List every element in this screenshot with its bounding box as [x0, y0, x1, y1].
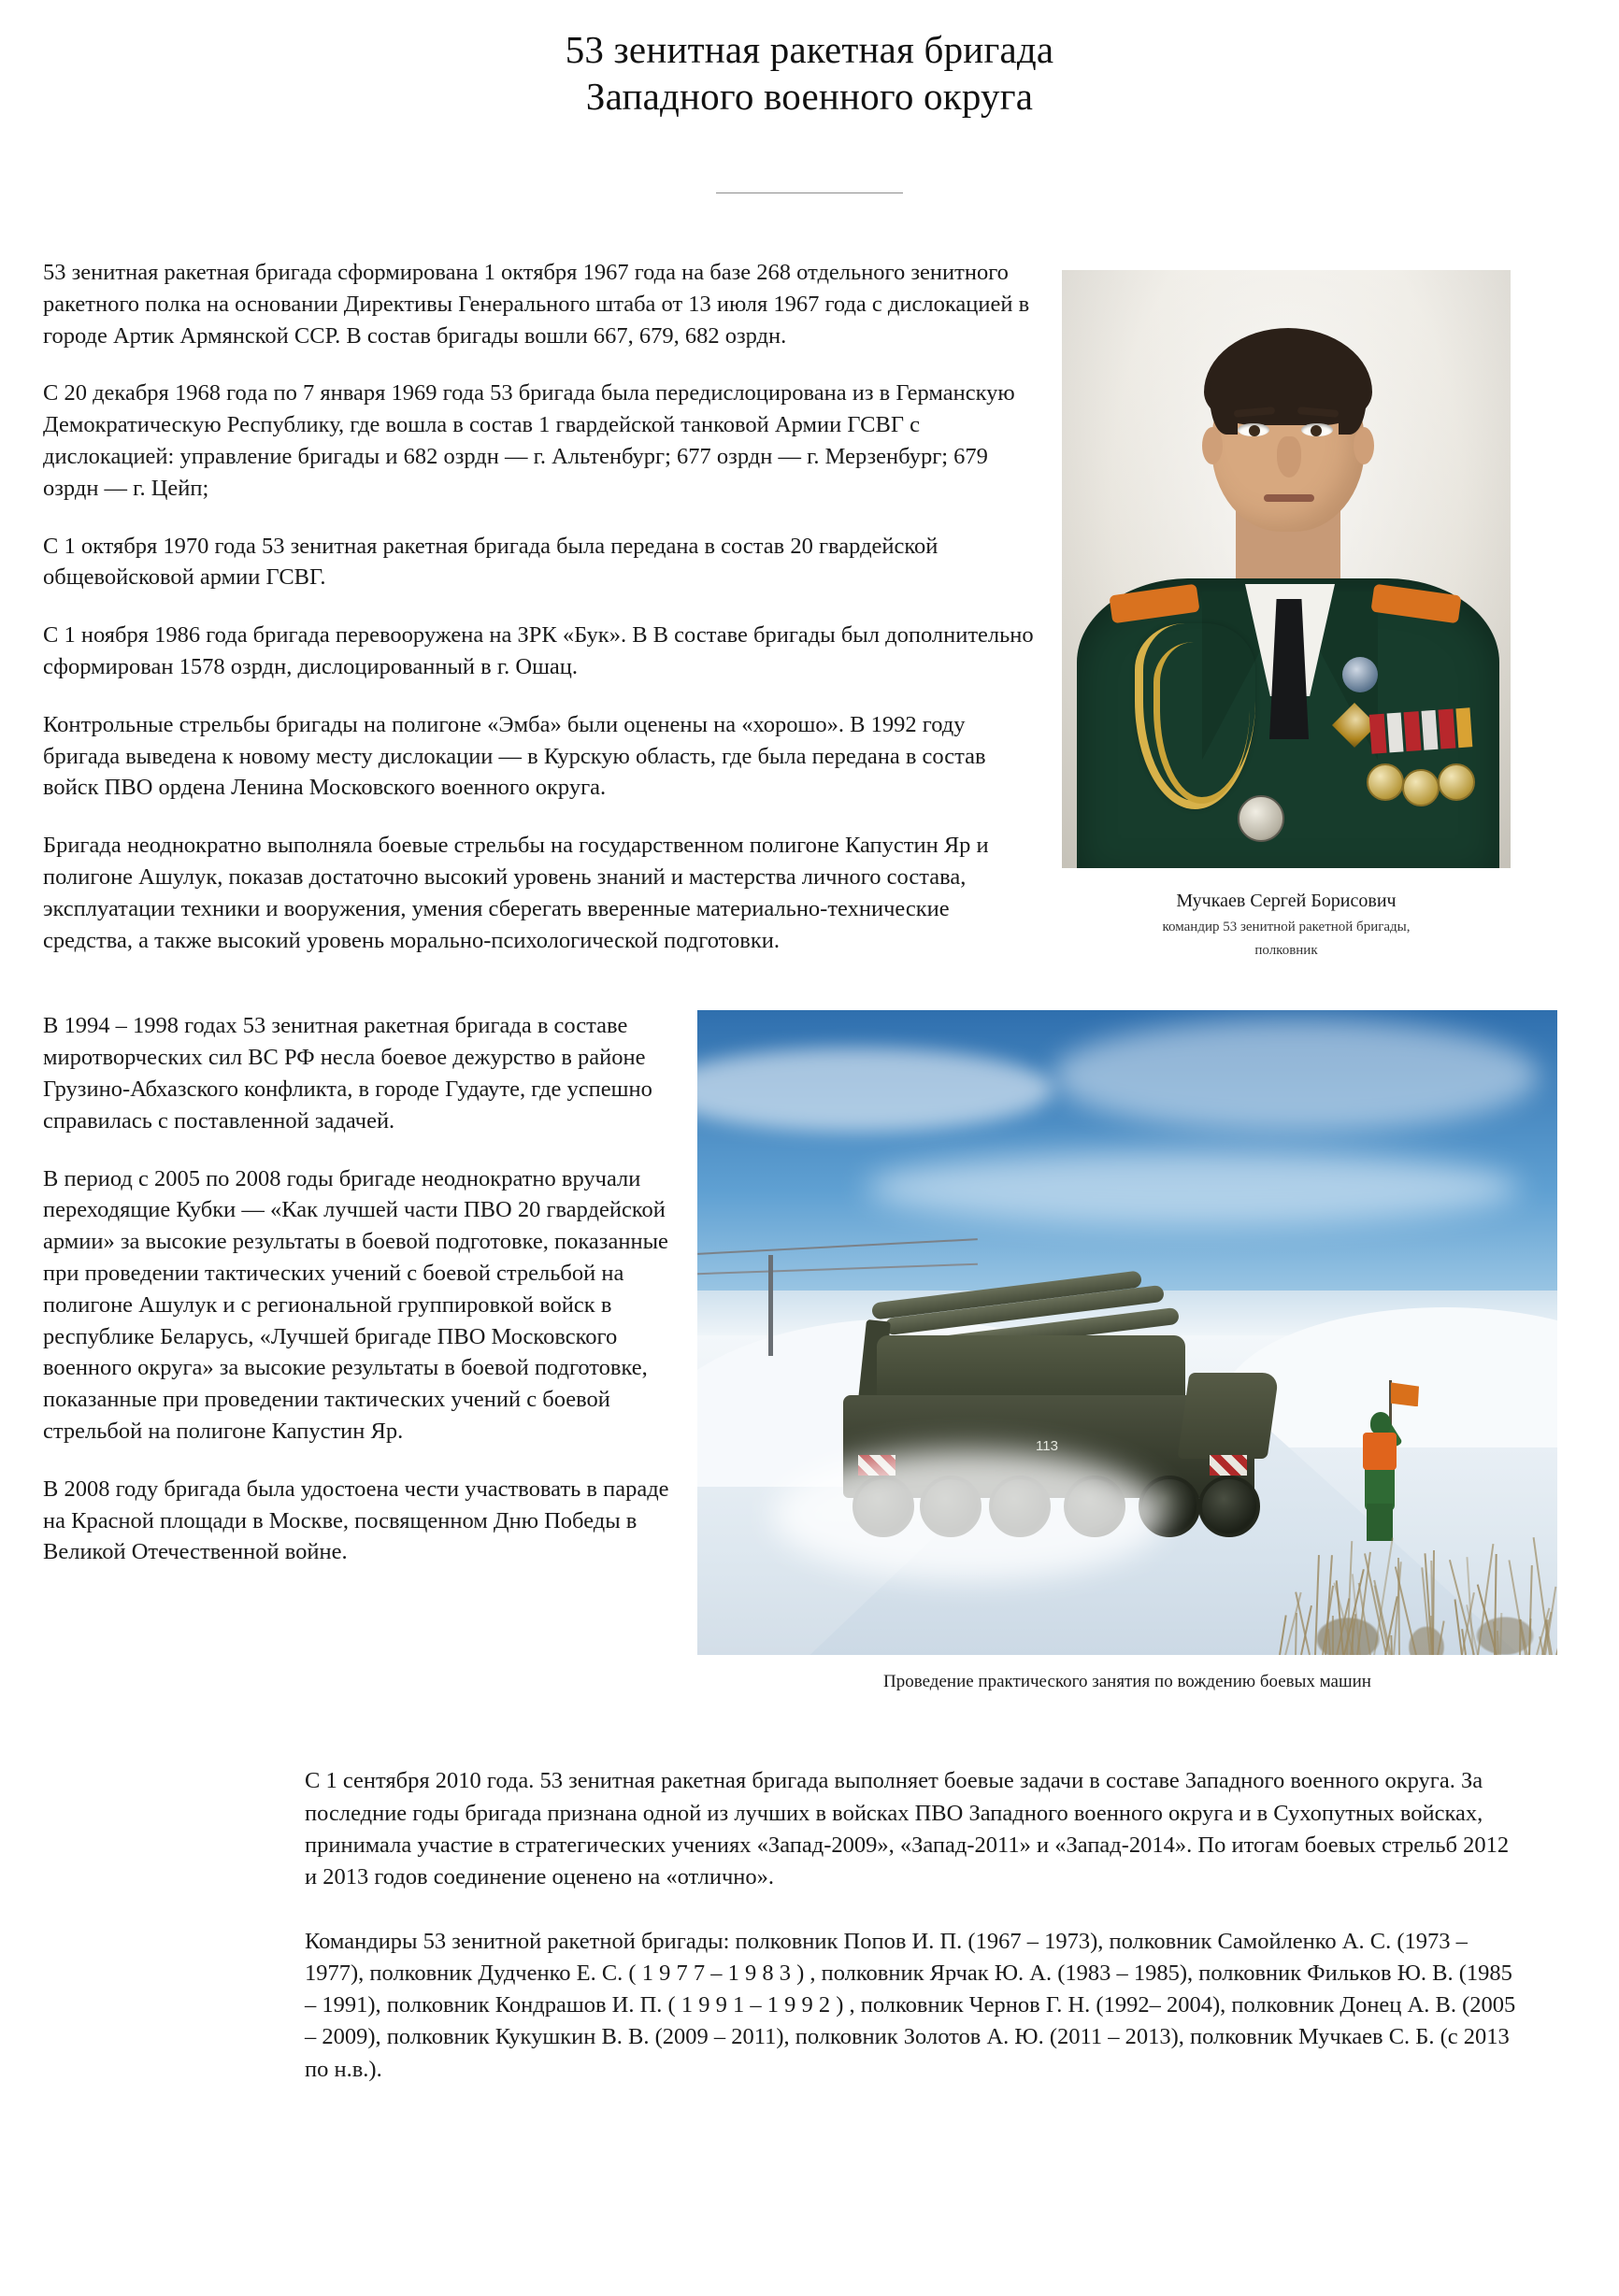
paragraph: С 1 октября 1970 года 53 зенитная ракетная бригада была передана в состав 20 гвардейской общевойсковой армии ГСВГ. [43, 533, 938, 591]
weed-stalk [1555, 1545, 1557, 1655]
power-line [697, 1239, 978, 1256]
weed-stalk [1519, 1619, 1522, 1656]
weed-stalk [1332, 1616, 1334, 1655]
section-service-middle [43, 1010, 1576, 1692]
weed-stalk [1352, 1619, 1354, 1656]
weed-stalk [1327, 1629, 1331, 1655]
portrait-pupil-left [1249, 425, 1260, 436]
cloud [1053, 1020, 1539, 1132]
photo-figure [697, 1010, 1576, 1692]
portrait-medal [1367, 763, 1404, 801]
cloud [866, 1150, 1520, 1225]
ribbon-segment [1386, 712, 1403, 752]
portrait-ear-left [1202, 427, 1223, 464]
portrait-caption-role-line-2: полковник [1254, 943, 1318, 959]
ribbon-segment [1369, 714, 1386, 754]
portrait-medal [1402, 769, 1440, 806]
paragraph: С 1 ноября 1986 года бригада перевооружена на ЗРК «Бук». В В составе бригады был дополнительно сформирован 1578 озрдн, дислоцированный в г. Ошац. [43, 622, 1034, 679]
portrait-caption-name: Мучкаев Сергей Борисович [1176, 891, 1397, 912]
page-title-line-2: Западного военного округа [585, 75, 1034, 119]
paragraph: В 2008 году бригада была удостоена чести участвовать в параде на Красной площади в Москве, посвященном Дню Победы в Великой Отечественной войне. [43, 1476, 669, 1565]
hazard-stripe [1210, 1455, 1247, 1476]
weed-stalk [1528, 1619, 1532, 1655]
road-wheel [1198, 1476, 1260, 1537]
portrait-mouth [1264, 494, 1314, 502]
cloud [697, 1048, 1053, 1132]
paragraph: С 1 сентября 2010 года. 53 зенитная ракетная бригада выполняет боевые задачи в составе Западного военного округа. За последние годы бригада признана одной из лучших в войсках ПВО Западного военного округа и в Сухопутных войсках, принимала участие в стратегических учениях «Запад-2009», «Запад-2011» и «Запад-2014». По итогам боевых стрельб 2012 и 2013 годов соединение оценено на «отлично». [305, 1768, 1510, 1890]
portrait-badge-air-defence [1342, 657, 1378, 692]
portrait-badge-silver [1238, 795, 1284, 842]
weed-stalk [1437, 1620, 1445, 1655]
vehicle-turret [877, 1335, 1185, 1405]
section-history-top [43, 257, 1576, 960]
signal-flag [1391, 1382, 1419, 1406]
soldier-safety-vest [1363, 1433, 1397, 1470]
photo-caption: Проведение практического занятия по вождению боевых машин [883, 1672, 1371, 1692]
portrait-medal [1438, 763, 1475, 801]
ribbon-segment [1455, 707, 1472, 748]
portrait-ear-right [1354, 427, 1374, 464]
section-service-text [43, 1010, 697, 1568]
ribbon-segment [1421, 710, 1438, 750]
paragraph: Бригада неоднократно выполняла боевые стрельбы на государственном полигоне Капустин Яр и полигоне Ашулук, показав достаточно высокий уровень знаний и мастерства личного состава, эксплуатации техники и вооружения, умения сберегать вверенные материально-технические средства, а также высокий уровень морально-психологической подготовки. [43, 833, 989, 953]
page-title-line-1: 53 зенитная ракетная бригада [565, 28, 1054, 71]
paragraph: В 1994 – 1998 годах 53 зенитная ракетная бригада в составе миротворческих сил ВС РФ несла боевое дежурство в районе Грузино-Абхазского конфликта, в городе Гудауте, где успешно справилась с поставленной задачей. [43, 1013, 652, 1134]
paragraph: Командиры 53 зенитной ракетной бригады: полковник Попов И. П. (1967 – 1973), полковник Самойленко А. С. (1973 – 1977), полковник Дудченко Е. С. ( 1 9 7 7 – 1 9 8 3 ) , полковник Ярчак Ю. А. (1983 – 1985), полковник Фильков Ю. В. (1985 – 1991), полковник Кондрашов И. П. ( 1 9 9 1 – 1 9 9 2 ) , полковник Чернов Г. Н. (1992– 2004), полковник Донец А. В. (2005 – 2009), полковник Кукушкин В. В. (2009 – 2011), полковник Золотов А. Ю. (2011 – 2013), полковник Мучкаев С. Б. (с 2013 по н.в.). [305, 1928, 1516, 2082]
buk-vehicle-photo [697, 1010, 1557, 1655]
officer-portrait-image [1062, 270, 1511, 868]
portrait-caption [1062, 889, 1511, 960]
portrait-pupil-right [1311, 425, 1322, 436]
document-content [0, 257, 1619, 2086]
paragraph: Контрольные стрельбы бригады на полигоне «Эмба» были оценены на «хорошо». В 1992 году бригада выведена к новому месту дислокации — в Курскую область, где была передана в состав войск ПВО ордена Ленина Московского военного округа. [43, 711, 986, 801]
vehicle-hull-front [1178, 1373, 1280, 1459]
weed-stalk [1390, 1635, 1393, 1656]
portrait-caption-role-line-1: командир 53 зенитной ракетной бригады, [1162, 920, 1411, 935]
paragraph: 53 зенитная ракетная бригада сформирована 1 октября 1967 года на базе 268 отдельного зенитного ракетного полка на основании Директивы Генерального штаба от 13 июля 1967 года с дислокацией в городе Артик Армянской ССР. В состав бригады вошли 667, 679, 682 озрдн. [43, 260, 1030, 349]
vehicle-number: 113 [1036, 1438, 1058, 1455]
weed-stalk [1499, 1613, 1502, 1656]
power-pole [768, 1255, 773, 1356]
document-title-block [0, 0, 1619, 193]
portrait-nose [1277, 436, 1301, 478]
weed-stalk [1314, 1555, 1320, 1656]
snow-spray [772, 1449, 1165, 1580]
paragraph: С 20 декабря 1968 года по 7 января 1969 года 53 бригада была передислоцирована из в Германскую Демократическую Республику, где вошла в состав 1 гвардейской танковой Армии ГСВГ с дислокацией: управление бригады и 682 озрдн — г. Альтенбург; 677 озрдн — г. Мерзенбург; 679 озрдн — г. Цейп; [43, 380, 1015, 501]
section-history-text [43, 257, 1062, 956]
section-present-day [43, 1765, 1576, 2086]
paragraph: В период с 2005 по 2008 годы бригаде неоднократно вручали переходящие Кубки — «Как лучшей части ПВО 20 гвардейской армии» за высокие результаты в боевой подготовке, показанные при проведении тактических учений с боевой стрельбой на полигоне Ашулук и с региональной группировкой войск в республике Беларусь, «Лучшей бригаде ПВО Московского военного округа» за высокие результаты в боевой подготовке, показанные при проведении тактических учений с боевой стрельбой на полигоне Капустин Яр. [43, 1165, 668, 1444]
ribbon-segment [1404, 711, 1421, 751]
portrait-figure [1062, 257, 1548, 960]
soldier-head [1370, 1412, 1391, 1434]
ribbon-segment [1438, 709, 1454, 749]
weeds [1277, 1515, 1557, 1655]
portrait-ribbon-bar [1369, 707, 1473, 753]
